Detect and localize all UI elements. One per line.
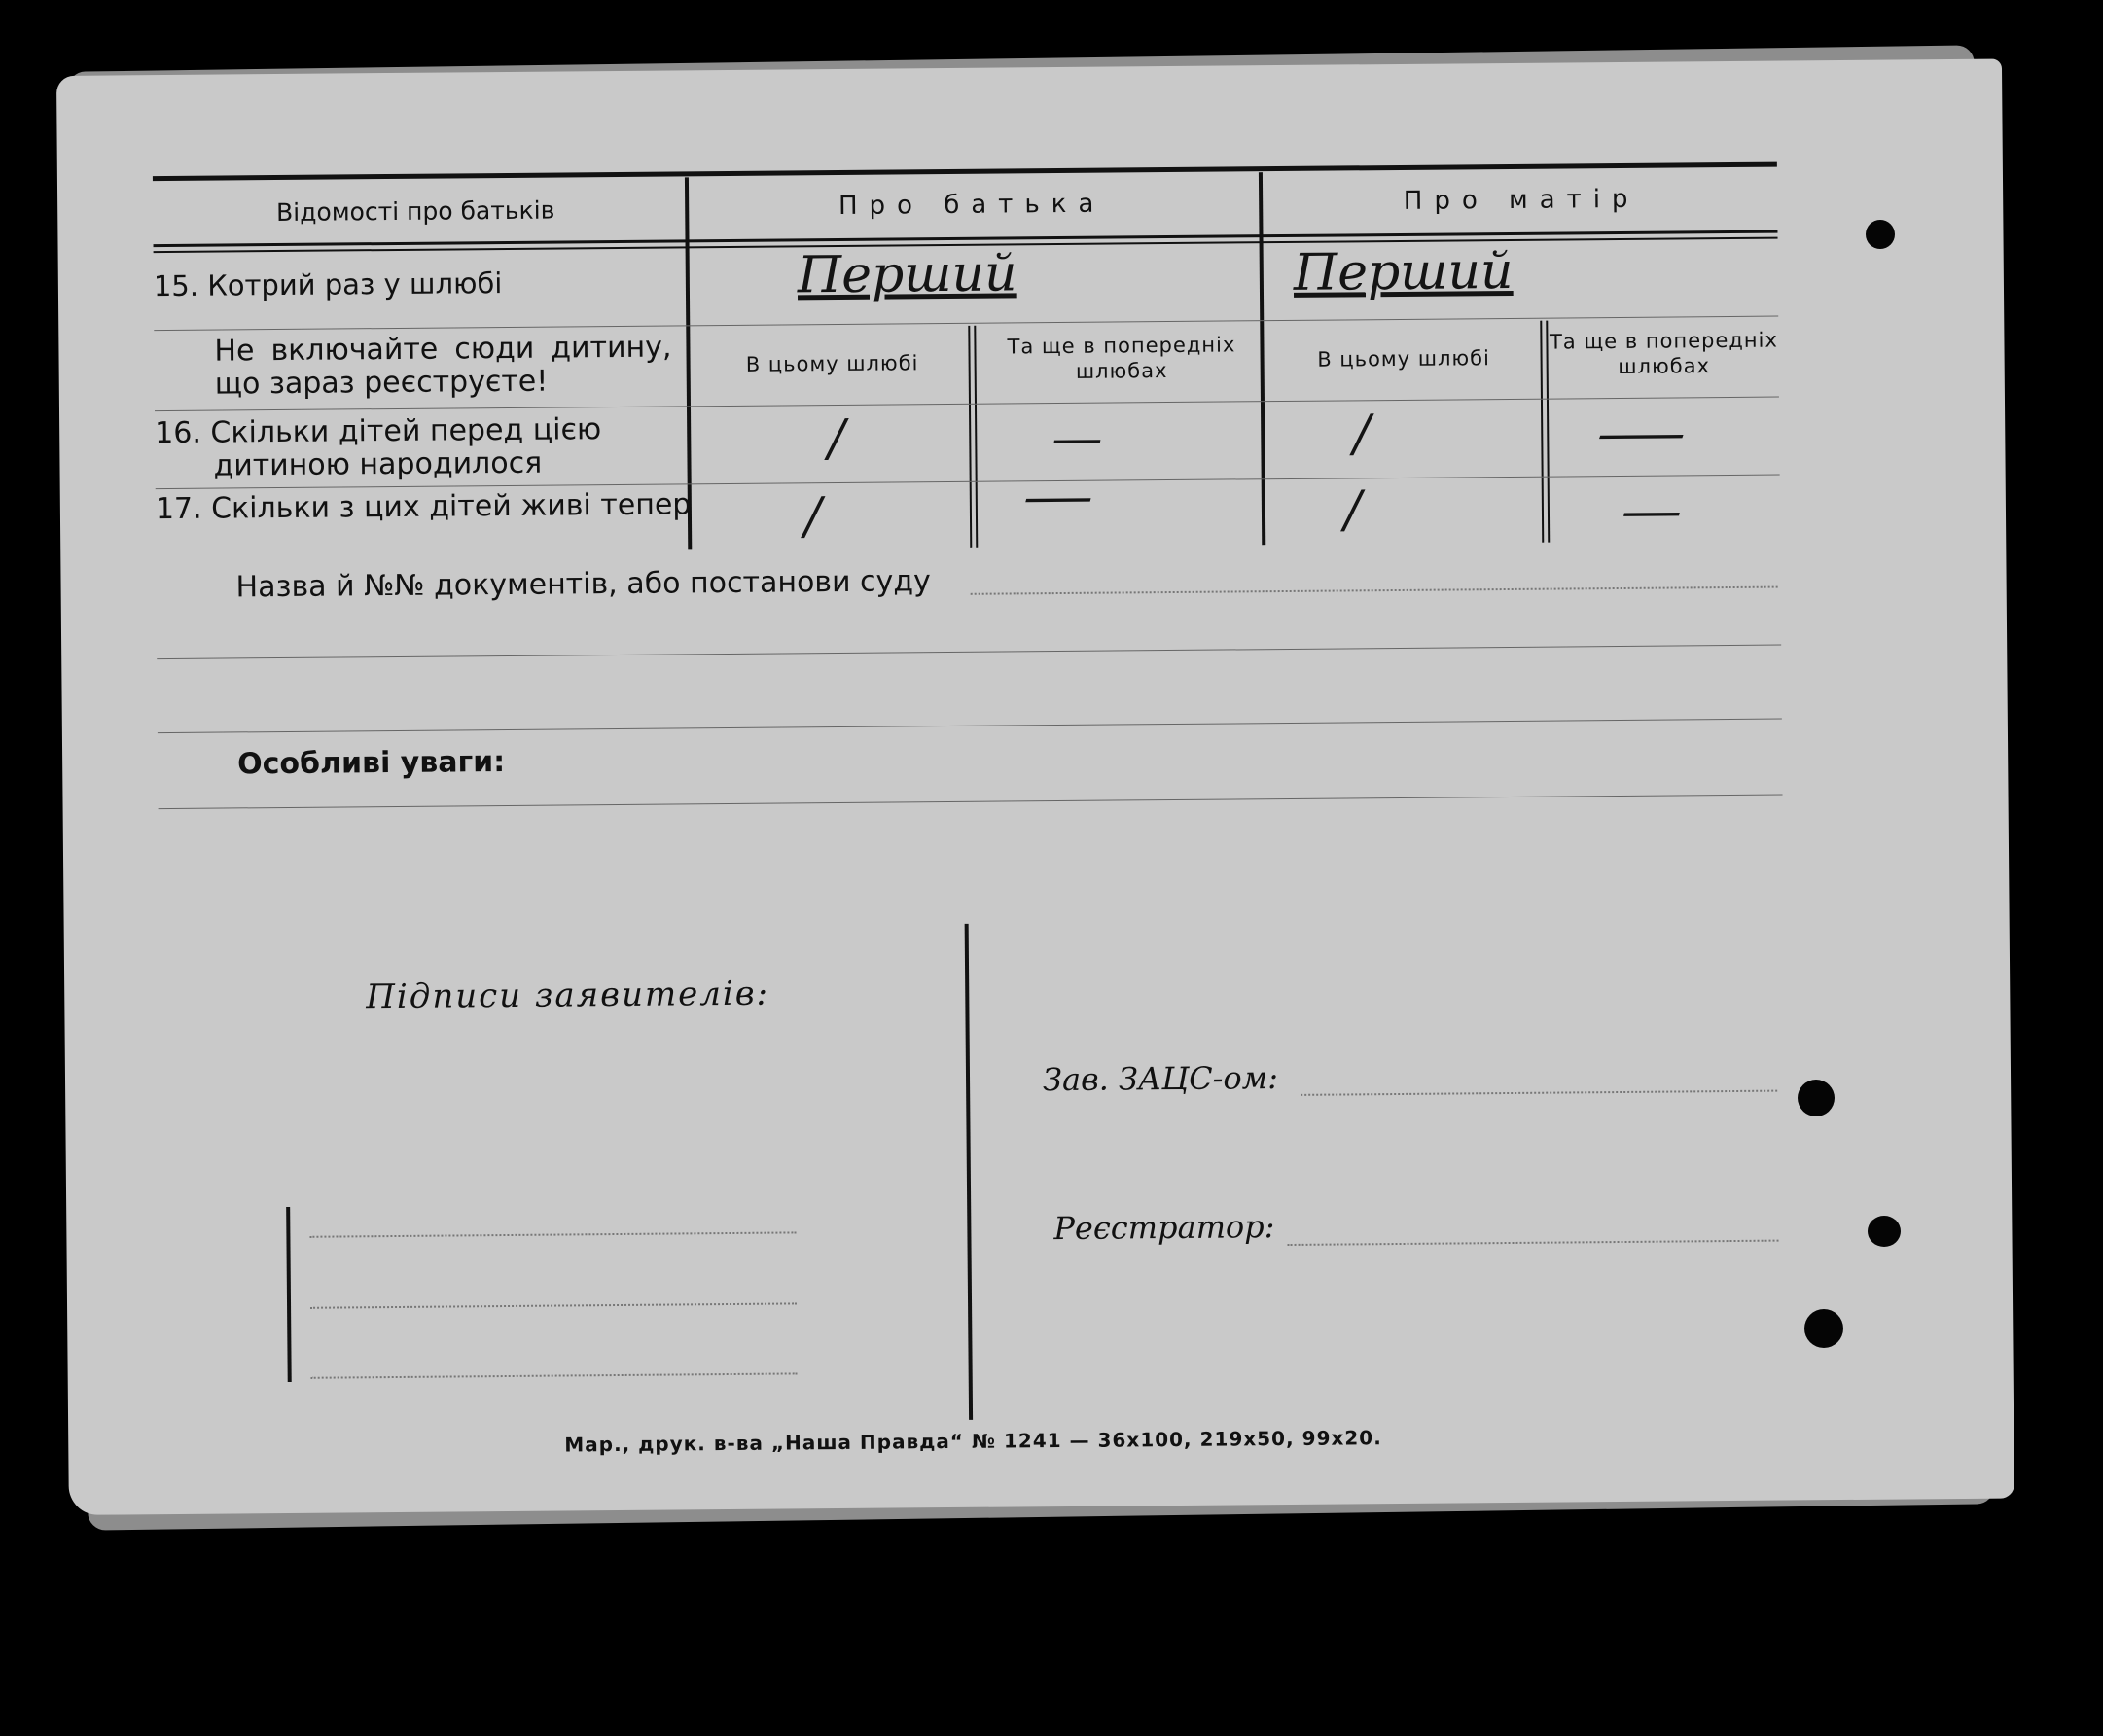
special-notes-label: Особливі уваги: [237,745,506,782]
printer-footer: Мар., друк. в-ва „Наша Правда“ № 1241 — 36х100, 219х50, 99х20. [564,1426,1382,1457]
row16-father-this: / [828,408,846,469]
signature-line-3[interactable] [311,1372,798,1378]
row16-father-prev: — [1052,408,1103,469]
row16-mother-this: / [1353,405,1372,464]
punch-hole [1798,1080,1835,1116]
special-notes-line[interactable] [159,795,1783,810]
row17-mother-this: / [1343,480,1362,540]
documents-line-3[interactable] [158,719,1782,734]
row16-label: 16. Скільки дітей перед цією дитиною народилося [155,412,602,483]
registrar-label: Реєстратор: [1053,1208,1275,1248]
header-mother: Про матір [1403,184,1640,216]
row15-mother-value: Перший [1293,241,1514,302]
table-top-rule [153,162,1777,182]
row15-father-value: Перший [797,244,1017,305]
row16-mother-prev: — [1595,404,1688,464]
mother-subdivider-a [1540,321,1544,543]
father-this-marriage-header: В цьому шлюбі [745,351,919,376]
head-label: Зав. ЗАЦС-ом: [1042,1059,1279,1099]
mother-this-marriage-header: В цьому шлюбі [1317,346,1491,372]
punch-hole [1868,1216,1901,1247]
father-previous-header: Та ще в попередніх шлюбах [1007,333,1236,383]
signature-divider [965,924,973,1420]
row17-father-this: / [803,487,822,547]
documents-label: Назва й №№ документів, або постанови суду [235,564,931,605]
signatures-label: Підписи заявителів: [366,974,770,1017]
note-text: Не включайте сюди дитину, що зараз реєструєте! [214,330,672,402]
document-card [56,59,2014,1515]
signature-line-2[interactable] [310,1302,797,1308]
punch-hole [1866,220,1895,249]
row17-mother-prev: — [1621,481,1683,541]
header-col1: Відомості про батьків [275,195,555,228]
header-father: Про батька [838,189,1106,221]
row15-label: 15. Котрий раз у шлюбі [153,266,503,303]
punch-hole [1804,1309,1843,1348]
father-subdivider-b [974,326,978,548]
documents-dotted-line[interactable] [971,586,1778,595]
registrar-signature-line[interactable] [1288,1240,1779,1246]
row17-father-prev: — [1022,467,1094,527]
signature-line-1[interactable] [309,1231,796,1237]
head-signature-line[interactable] [1301,1090,1777,1096]
signature-brace [286,1207,292,1382]
mother-previous-header: Та ще в попередніх шлюбах [1549,328,1778,379]
row17-label: 17. Скільки з цих дітей живі тепер [155,487,692,527]
documents-line-2[interactable] [157,645,1781,660]
row15-rule [154,316,1778,332]
